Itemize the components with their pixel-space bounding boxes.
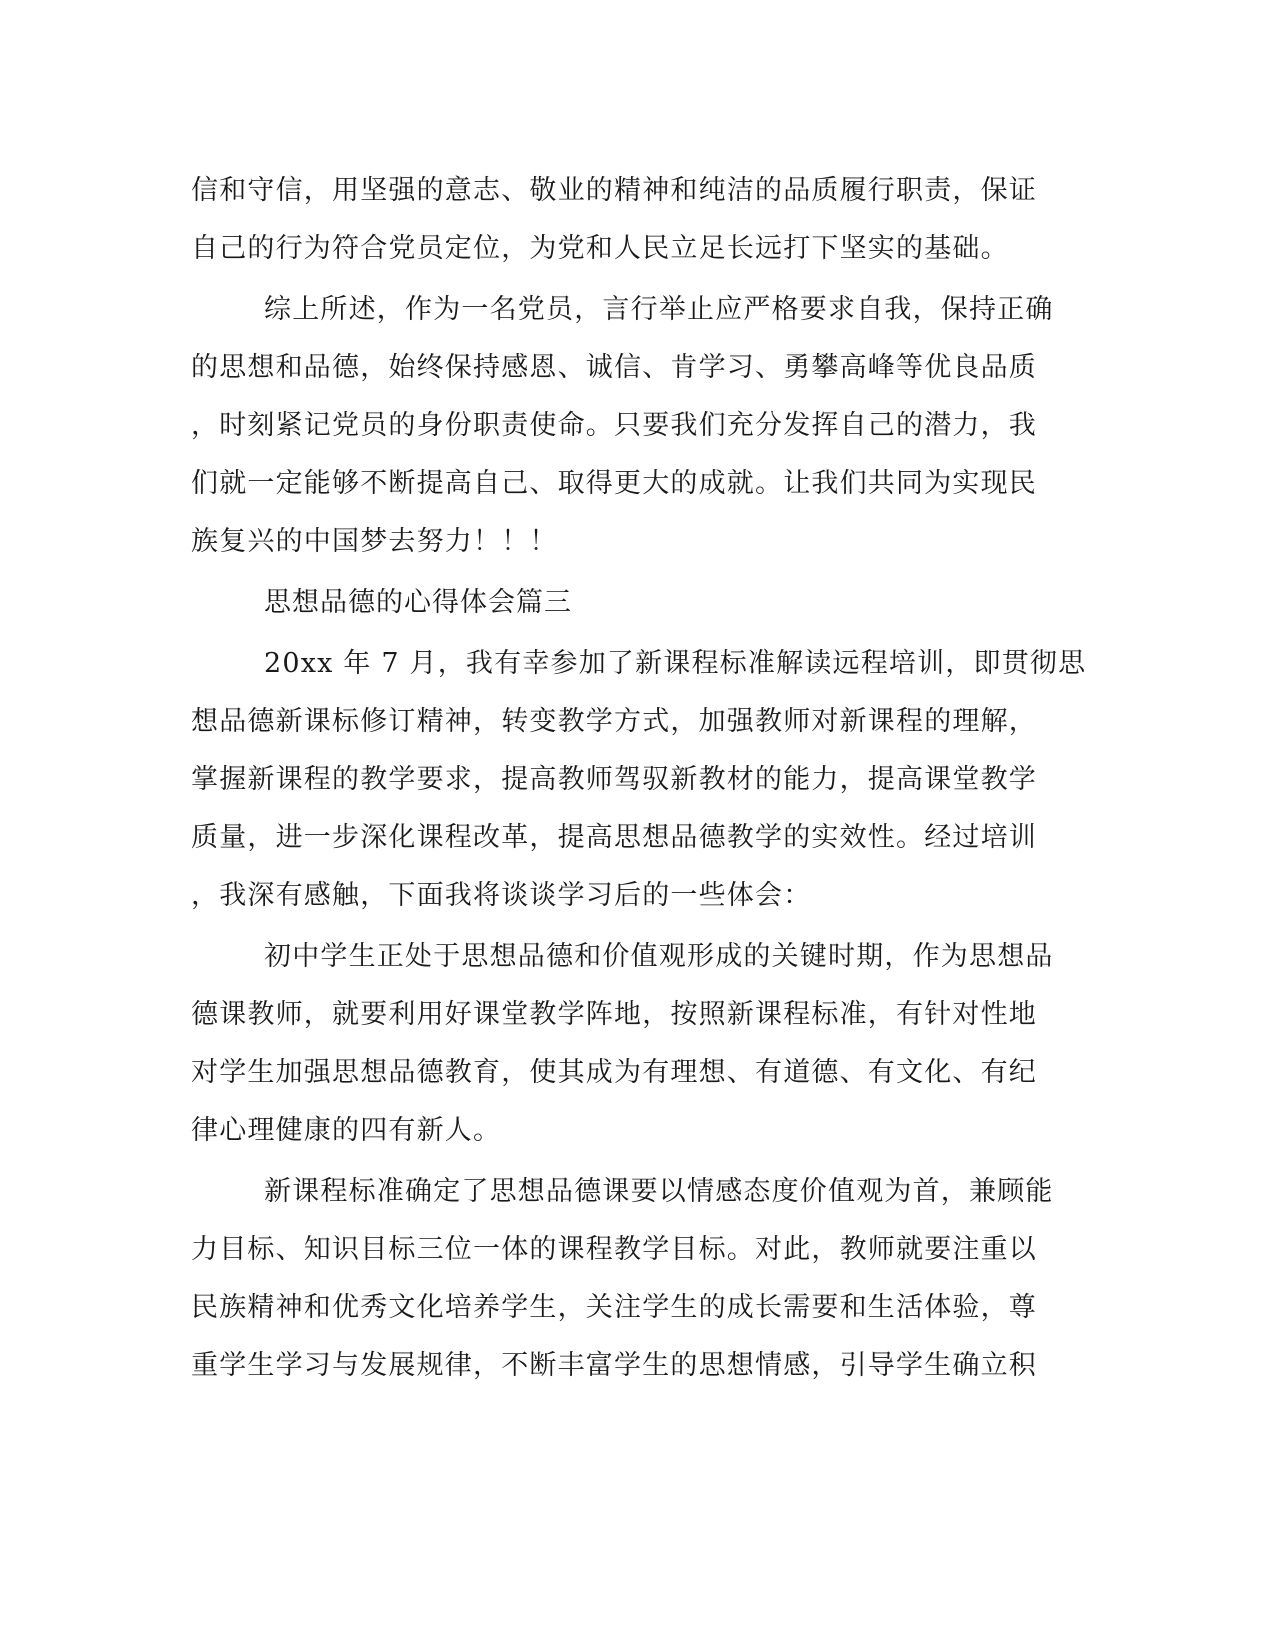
text-line: 们就一定能够不断提高自己、取得更大的成就。让我们共同为实现民 xyxy=(191,468,1037,499)
text-line: 自己的行为符合党员定位，为党和人民立足长远打下坚实的基础。 xyxy=(191,233,1009,264)
text-line: ，时刻紧记党员的身份职责使命。只要我们充分发挥自己的潜力，我 xyxy=(191,410,1037,441)
document-body xyxy=(191,162,1091,1395)
section-heading: 思想品德的心得体会篇三 xyxy=(264,587,572,618)
text-line: 族复兴的中国梦去努力！！！ xyxy=(191,526,558,557)
text-line: 律心理健康的四有新人。 xyxy=(191,1115,502,1146)
paragraph-start-line: 新课程标准确定了思想品德课要以情感态度价值观为首，兼顾能 xyxy=(264,1176,1054,1207)
text-line: 质量，进一步深化课程改革，提高思想品德教学的实效性。经过培训 xyxy=(191,822,1037,853)
paragraph-start-line: 初中学生正处于思想品德和价值观形成的关键时期，作为思想品 xyxy=(264,941,1054,972)
text-line: 力目标、知识目标三位一体的课程教学目标。对此，教师就要注重以 xyxy=(191,1234,1037,1265)
text-line: 重学生学习与发展规律，不断丰富学生的思想情感，引导学生确立积 xyxy=(191,1350,1037,1381)
text-line: 民族精神和优秀文化培养学生，关注学生的成长需要和生活体验，尊 xyxy=(191,1292,1037,1323)
paragraph-start-line: 20xx 年 7 月，我有幸参加了新课程标准解读远程培训，即贯彻思 xyxy=(264,648,1087,679)
text-line: 掌握新课程的教学要求，提高教师驾驭新教材的能力，提高课堂教学 xyxy=(191,764,1037,795)
text-line: ，我深有感触，下面我将谈谈学习后的一些体会： xyxy=(191,880,812,911)
text-line: 对学生加强思想品德教育，使其成为有理想、有道德、有文化、有纪 xyxy=(191,1057,1037,1088)
text-line: 信和守信，用坚强的意志、敬业的精神和纯洁的品质履行职责，保证 xyxy=(191,175,1037,206)
text-line: 想品德新课标修订精神，转变教学方式，加强教师对新课程的理解， xyxy=(191,706,1037,737)
text-line: 的思想和品德，始终保持感恩、诚信、肯学习、勇攀高峰等优良品质 xyxy=(191,352,1037,383)
text-line: 德课教师，就要利用好课堂教学阵地，按照新课程标准，有针对性地 xyxy=(191,999,1037,1030)
paragraph-start-line: 综上所述，作为一名党员，言行举止应严格要求自我，保持正确 xyxy=(264,294,1054,325)
